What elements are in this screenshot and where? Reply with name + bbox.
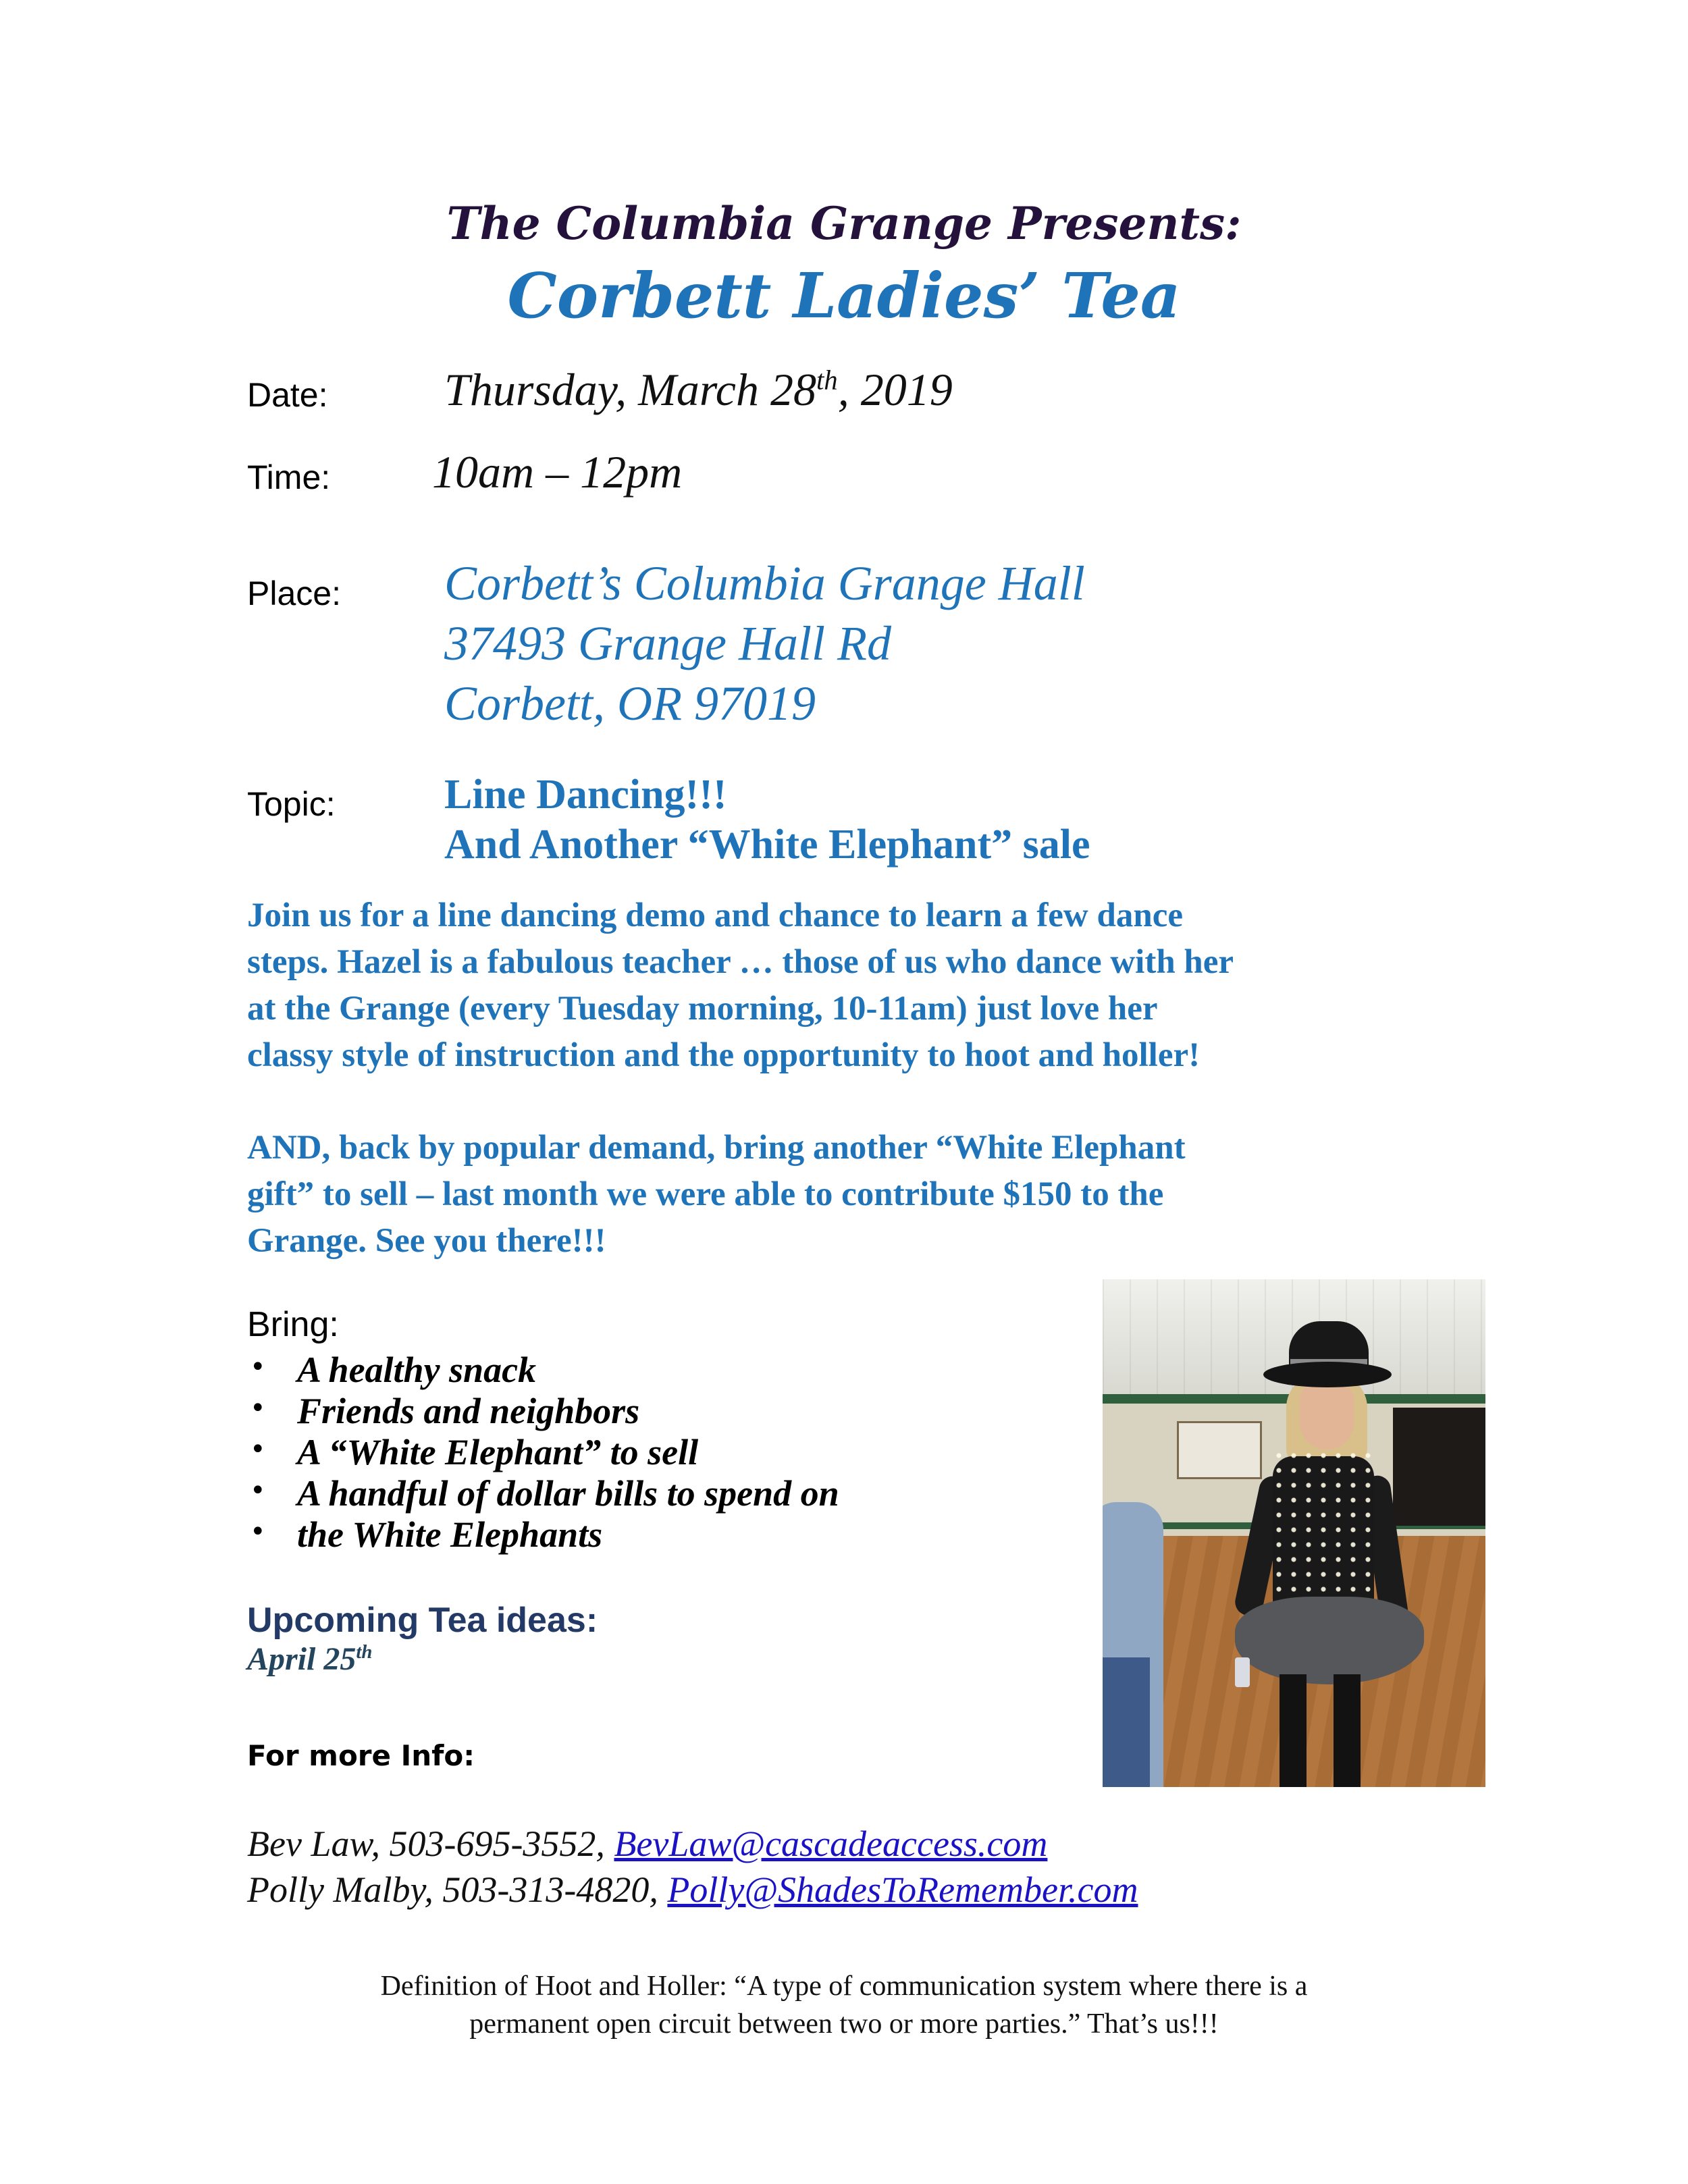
contact-name: Polly Malby, 503-313-4820, — [247, 1869, 668, 1910]
presenter-heading: The Columbia Grange Presents: — [446, 197, 1242, 250]
photo-hat-brim — [1263, 1362, 1392, 1387]
upcoming-ordinal: th — [356, 1641, 373, 1663]
topic-text — [444, 770, 1090, 870]
place-line: Corbett’s Columbia Grange Hall — [444, 556, 1085, 610]
upcoming-date: April 25 — [247, 1641, 357, 1677]
topic-line: And Another “White Elephant” sale — [444, 822, 1090, 868]
photo-bystander-jeans — [1103, 1657, 1150, 1787]
photo-window — [1393, 1408, 1485, 1526]
photo-string-lights — [1271, 1448, 1379, 1617]
bring-item: A handful of dollar bills to spend on — [297, 1473, 839, 1514]
date-year: , 2019 — [837, 364, 953, 415]
place-label: Place: — [247, 575, 341, 612]
photo-bulletin-board — [1177, 1421, 1262, 1479]
bullet-icon: • — [250, 1434, 266, 1465]
time-value: 10am – 12pm — [432, 446, 683, 498]
date-main: Thursday, March 28 — [444, 364, 816, 415]
date-value — [444, 363, 953, 417]
email-link[interactable]: BevLaw@cascadeaccess.com — [614, 1823, 1048, 1864]
date-ordinal: th — [816, 365, 838, 396]
paragraph-line: at the Grange (every Tuesday morning, 10-11am) just love her — [247, 990, 1158, 1028]
bring-item: A healthy snack — [297, 1350, 537, 1390]
topic-label: Topic: — [247, 785, 336, 823]
photo-leg — [1280, 1674, 1307, 1787]
bring-item: Friends and neighbors — [297, 1391, 640, 1431]
sale-paragraph — [247, 1125, 1476, 1264]
demo-paragraph — [247, 893, 1476, 1079]
definition-line: permanent open circuit between two or more parties.” That’s us!!! — [469, 2008, 1219, 2040]
place-address — [444, 554, 1085, 734]
dancer-photo — [1103, 1279, 1485, 1787]
bullet-icon: • — [250, 1393, 266, 1424]
contact-line — [247, 1869, 1138, 1911]
paragraph-line: classy style of instruction and the opportunity to hoot and holler! — [247, 1036, 1201, 1074]
paragraph-line: gift” to sell – last month we were able to contribute $150 to the — [247, 1175, 1164, 1213]
email-link[interactable]: Polly@ShadesToRemember.com — [667, 1869, 1138, 1910]
paragraph-line: Join us for a line dancing demo and chance to learn a few dance — [247, 897, 1184, 934]
bullet-icon: • — [250, 1352, 266, 1383]
paragraph-line: steps. Hazel is a fabulous teacher … those of us who dance with her — [247, 943, 1234, 981]
info-label: For more Info: — [247, 1739, 475, 1772]
photo-leg — [1334, 1674, 1361, 1787]
definition-line: Definition of Hoot and Holler: “A type of communication system where there is a — [380, 1971, 1308, 2002]
contact-name: Bev Law, 503-695-3552, — [247, 1823, 614, 1864]
bring-item: A “White Elephant” to sell — [297, 1432, 699, 1472]
paragraph-line: AND, back by popular demand, bring another “White Elephant — [247, 1129, 1186, 1167]
definition-note — [0, 1967, 1688, 2043]
event-title: Corbett Ladies’ Tea — [507, 259, 1181, 332]
bring-item: the White Elephants — [297, 1514, 603, 1555]
contact-line — [247, 1823, 1047, 1865]
paragraph-line: Grange. See you there!!! — [247, 1222, 606, 1260]
time-label: Time: — [247, 458, 331, 496]
bullet-icon: • — [250, 1475, 266, 1506]
date-label: Date: — [247, 376, 328, 414]
place-line: Corbett, OR 97019 — [444, 676, 816, 730]
upcoming-item — [247, 1641, 372, 1678]
upcoming-label: Upcoming Tea ideas: — [247, 1601, 598, 1640]
place-line: 37493 Grange Hall Rd — [444, 616, 891, 670]
bullet-icon: • — [250, 1516, 266, 1547]
photo-tutu-skirt — [1235, 1597, 1424, 1684]
topic-line: Line Dancing!!! — [444, 772, 727, 818]
phone-icon — [1235, 1657, 1250, 1687]
bring-label: Bring: — [247, 1305, 339, 1344]
